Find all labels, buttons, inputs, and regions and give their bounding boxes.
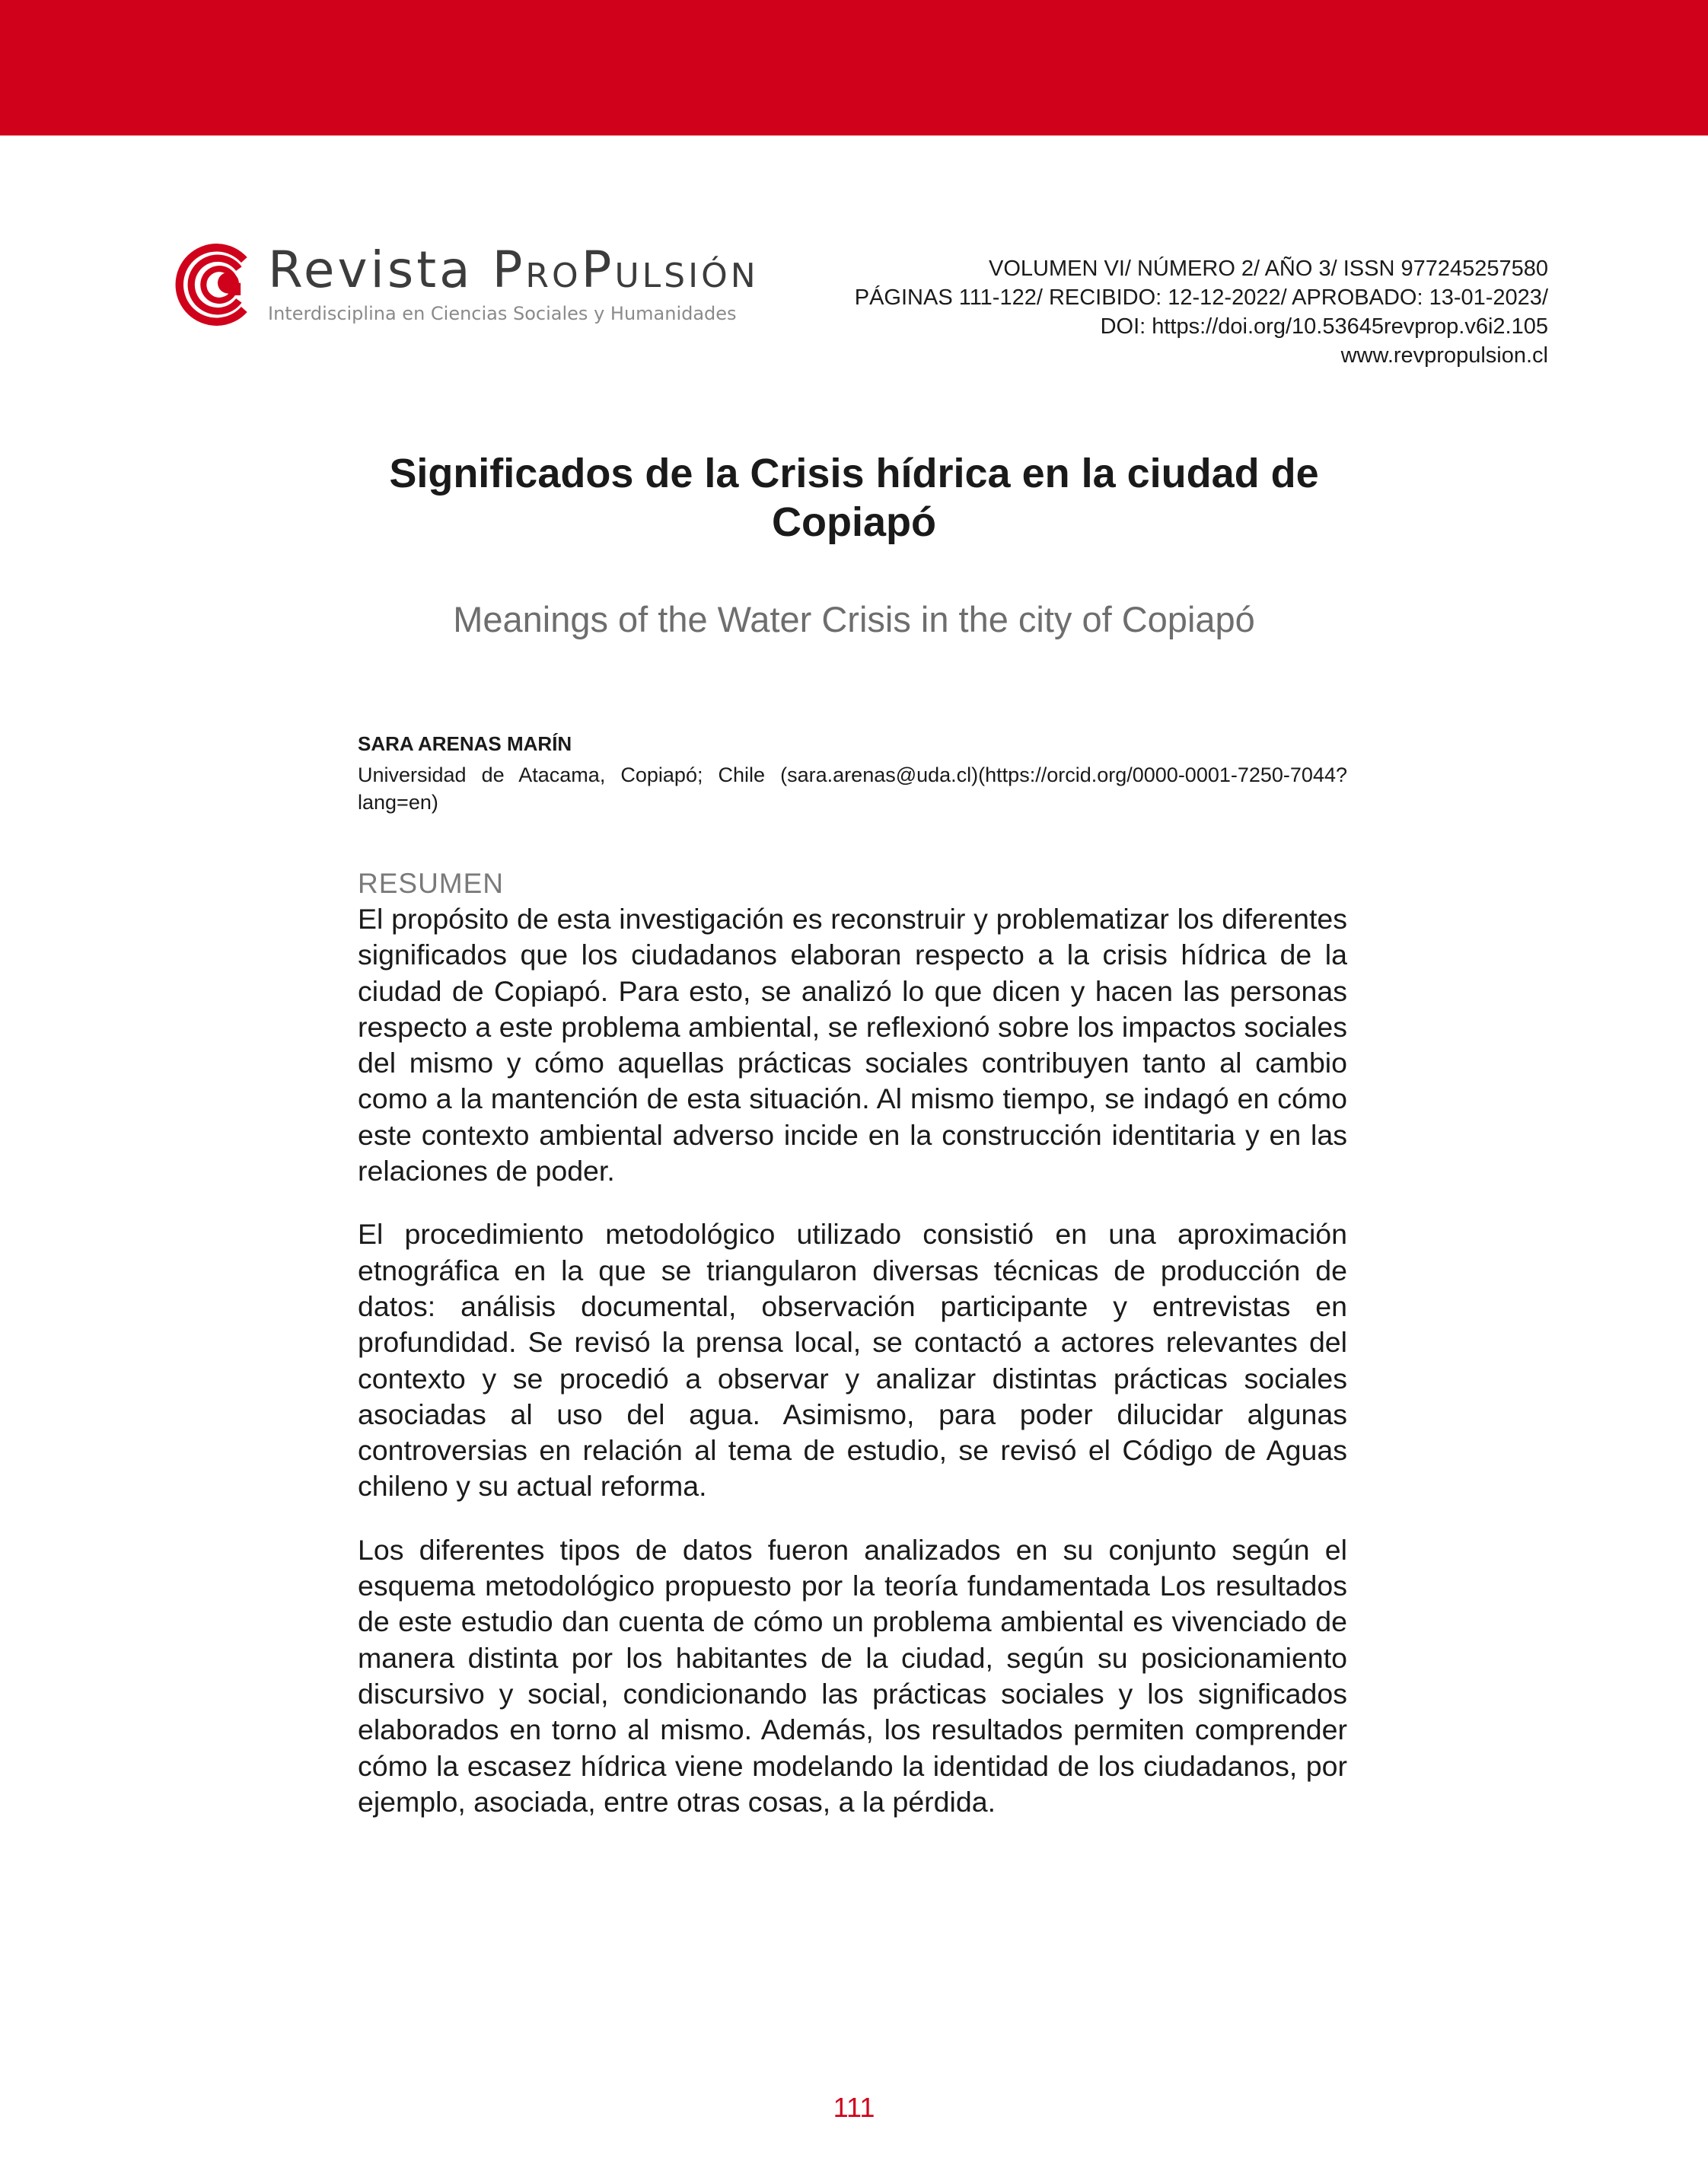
article-title: Significados de la Crisis hídrica en la ciudad de Copiapó	[389, 451, 1319, 545]
journal-name-p2: P	[581, 241, 615, 299]
journal-logo	[174, 241, 767, 332]
header-color-band	[0, 0, 1708, 135]
author-affiliation: Universidad de Atacama, Copiapó; Chile (sara.arenas@uda.cl)(https://orcid.org/0000-0001-7250-7044?lang=en)	[358, 763, 1347, 814]
page-number: 111	[833, 2092, 875, 2123]
abstract-heading: RESUMEN	[358, 868, 505, 899]
journal-tagline: Interdisciplina en Ciencias Sociales y Humanidades	[268, 303, 737, 324]
abstract-section	[358, 866, 1347, 1847]
journal-name-ulsion: ULSIÓN	[614, 257, 759, 295]
pages-dates-line: PÁGINAS 111-122/ RECIBIDO: 12-12-2022/ APROBADO: 13-01-2023/	[854, 285, 1548, 310]
abstract-paragraph: Los diferentes tipos de datos fueron analizados en su conjunto según el esquema metodológico propuesto por la teoría fundamentada Los resultados de este estudio dan cuenta de cómo un problema ambiental es vivenciado de manera distinta por los habitantes de la ciudad, según su posicionamiento discursivo y social, condicionando las prácticas sociales y los significados elaborados en torno al mismo. Además, los resultados permiten comprender cómo la escasez hídrica viene modelando la identidad de los ciudadanos, por ejemplo, asociada, entre otras cosas, a la pérdida.	[358, 1533, 1347, 1818]
abstract-paragraph: El propósito de esta investigación es reconstruir y problematizar los diferentes significados que los ciudadanos elaboran respecto a la crisis hídrica de la ciudad de Copiapó. Para esto, se analizó lo que dicen y hacen las personas respecto a este problema ambiental, se reflexionó sobre los impactos sociales del mismo y cómo aquellas prácticas sociales contribuyen tanto al cambio como a la mantención de esta situación. Al mismo tiempo, se indagó en cómo este contexto ambiental adverso incide en la construcción identitaria y en las relaciones de poder.	[358, 903, 1347, 1187]
volume-line: VOLUMEN VI/ NÚMERO 2/ AÑO 3/ ISSN 977245257580	[989, 257, 1548, 281]
doi-line[interactable]: DOI: https://doi.org/10.53645revprop.v6i2.105	[1100, 314, 1548, 339]
publication-metadata	[855, 254, 1548, 370]
journal-name	[268, 241, 759, 299]
article-title-english: Meanings of the Water Crisis in the city of Copiapó	[453, 599, 1255, 639]
propulsion-logo-icon	[174, 241, 262, 329]
website-link[interactable]: www.revpropulsion.cl	[1340, 343, 1548, 368]
journal-name-p: P	[492, 241, 526, 299]
author-block	[358, 731, 1347, 816]
journal-name-ro: RO	[525, 257, 582, 295]
abstract-paragraph: El procedimiento metodológico utilizado consistió en una aproximación etnográfica en la que se triangularon diversas técnicas de producción de datos: análisis documental, observación participante y entrevistas en profundidad. Se revisó la prensa local, se contactó a actores relevantes del contexto y se procedió a observar y analizar distintas prácticas sociales asociadas al uso del agua. Asimismo, para poder dilucidar algunas controversias en relación al tema de estudio, se revisó el Código de Aguas chileno y su actual reforma.	[358, 1218, 1347, 1503]
journal-name-first: Revista	[268, 241, 473, 299]
author-name: SARA ARENAS MARÍN	[358, 732, 572, 755]
